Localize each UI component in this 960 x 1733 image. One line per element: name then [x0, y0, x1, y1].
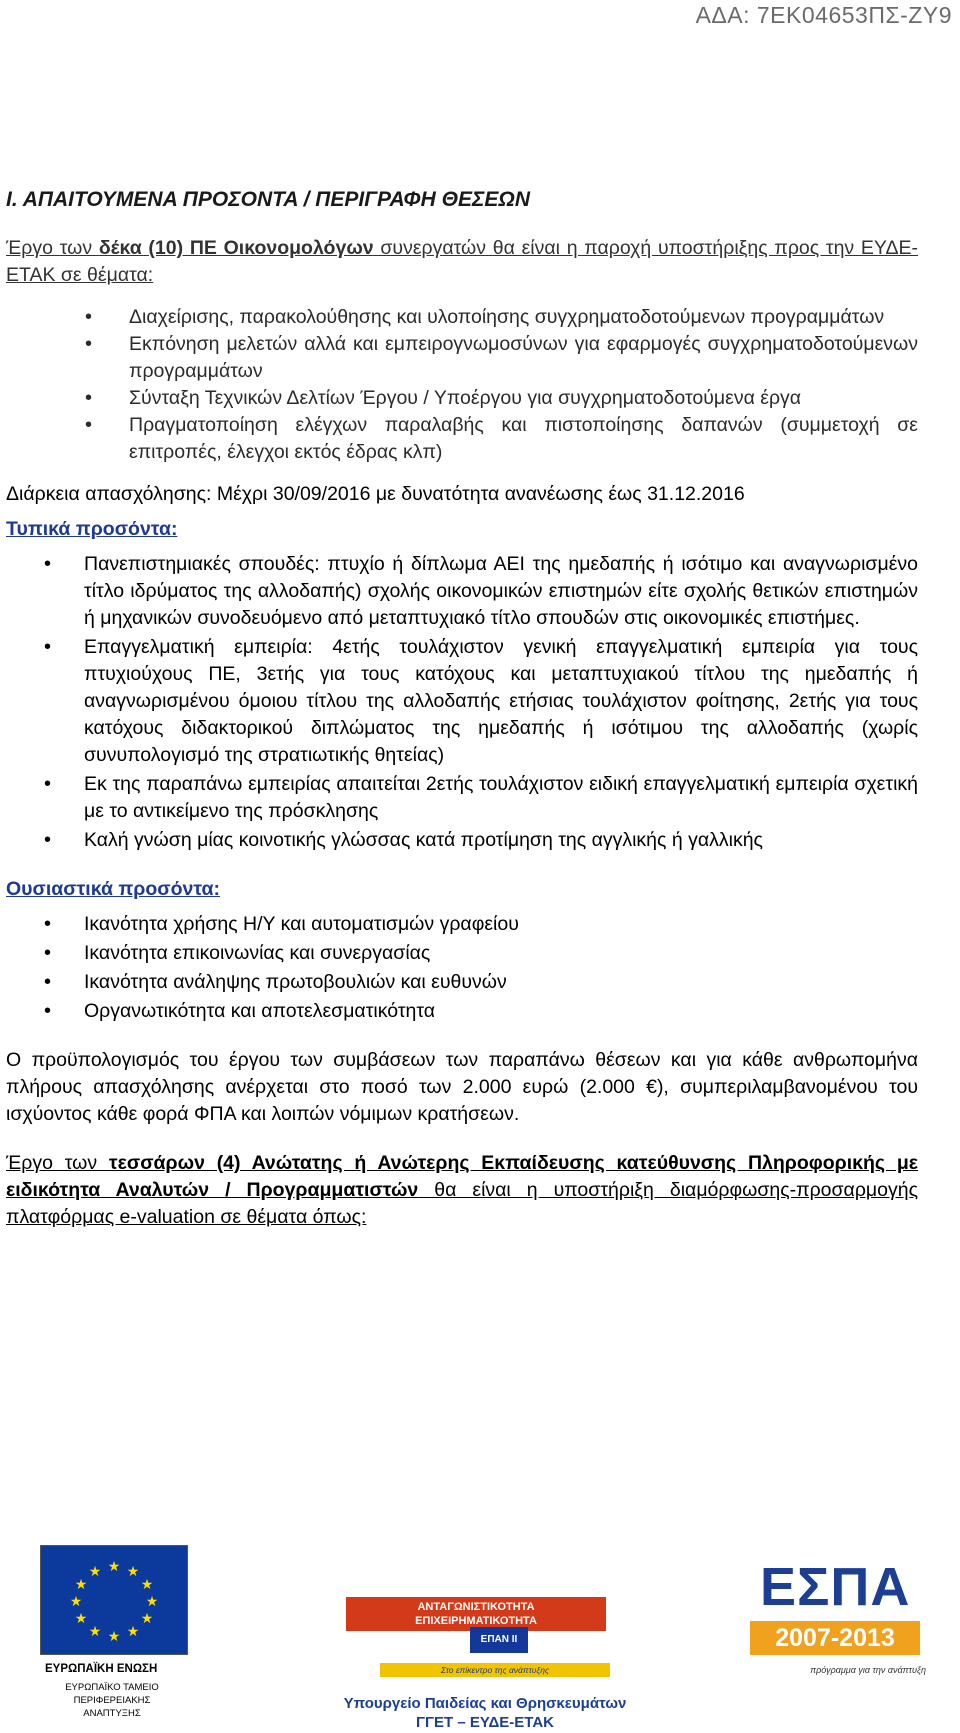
- eu-stars-icon: [41, 1546, 187, 1654]
- espa-wordmark: ΕΣΠΑ: [760, 1557, 911, 1617]
- competitiveness-tagline: Στο επίκεντρο της ανάπτυξης: [380, 1663, 610, 1677]
- eu-fund-text: ΕΥΡΩΠΑΪΚΟ ΤΑΜΕΙΟ ΠΕΡΙΦΕΡΕΙΑΚΗΣ ΑΝΑΠΤΥΞΗΣ: [65, 1682, 159, 1719]
- duration-text: Διάρκεια απασχόλησης: Μέχρι 30/09/2016 με δυνατότητα ανανέωσης έως 31.12.2016: [6, 483, 745, 505]
- eu-name: ΕΥΡΩΠΑΪΚΗ ΕΝΩΣΗ: [45, 1663, 158, 1675]
- svg-text:★: ★: [74, 1611, 88, 1627]
- svg-text:★: ★: [88, 1564, 102, 1580]
- list-item: • Καλή γνώση μίας κοινοτικής γλώσσας κατά προτίμηση της αγγλικής ή γαλλικής: [6, 827, 918, 854]
- svg-text:★: ★: [74, 1577, 88, 1593]
- job1-task-list: [6, 304, 918, 466]
- list-item: • Ικανότητα ανάληψης πρωτοβουλιών και ευθυνών: [6, 969, 918, 996]
- section-title: Ι. ΑΠΑΙΤΟΥΜΕΝΑ ΠΡΟΣΟΝΤΑ / ΠΕΡΙΓΡΑΦΗ ΘΕΣΕΩΝ: [6, 188, 530, 211]
- formal-qualifications-list: [6, 551, 918, 854]
- list-item: • Εκπόνηση μελετών αλλά και εμπειρογνωμοσύνων για εφαρμογές συγχρηματοδοτούμενων προγραμμάτων: [6, 331, 918, 385]
- essential-qualifications-heading: Ουσιαστικά προσόντα:: [6, 878, 220, 900]
- ministry-logo-text: Υπουργείο Παιδείας και Θρησκευμάτων ΓΓΕΤ – ΕΥΔΕ-ΕΤΑΚ: [343, 1695, 627, 1731]
- epan-logo: ΕΠΑΝ ΙΙ: [470, 1627, 528, 1653]
- formal-qualifications-heading: Τυπικά προσόντα:: [6, 518, 178, 540]
- job1-intro: Έργο των δέκα (10) ΠΕ Οικονομολόγων συνεργατών θα είναι η παροχή υποστήριξης προς την ΕΥΔΕ-ΕΤΑΚ σε θέματα:: [6, 237, 918, 286]
- svg-text:★: ★: [69, 1594, 83, 1610]
- svg-text:★: ★: [140, 1611, 154, 1627]
- eu-flag-logo: [40, 1545, 188, 1655]
- espa-tagline: πρόγραμμα για την ανάπτυξη: [810, 1665, 926, 1675]
- list-item: • Πραγματοποίηση ελέγχων παραλαβής και πιστοποίησης δαπανών (συμμετοχή σε επιτροπές, έλεγχοι εκτός έδρας κλπ): [6, 412, 918, 466]
- list-item: • Εκ της παραπάνω εμπειρίας απαιτείται 2ετής τουλάχιστον ειδική επαγγελματική εμπειρία σχετική με το αντικείμενο της πρόσκλησης: [6, 771, 918, 825]
- list-item: • Πανεπιστημιακές σπουδές: πτυχίο ή δίπλωμα ΑΕΙ της ημεδαπής ή ισότιμο και αναγνωρισμένο τίτλο ιδρύματος της αλλοδαπής) σχολής οικονομικών επιστημών είτε σχολής θετικών επιστημών ή μηχανικών συνοδευόμενο από μεταπτυχιακό τίτλο σπουδών στις οικονομικές επιστήμες.: [6, 551, 918, 632]
- svg-text:★: ★: [107, 1629, 121, 1645]
- svg-text:★: ★: [88, 1624, 102, 1640]
- competitiveness-logo: ΑΝΤΑΓΩΝΙΣΤΙΚΟΤΗΤΑ ΕΠΙΧΕΙΡΗΜΑΤΙΚΟΤΗΤΑ: [346, 1597, 606, 1631]
- list-item: • Ικανότητα χρήσης Η/Υ και αυτοματισμών γραφείου: [6, 911, 918, 938]
- ada-code: ΑΔΑ: 7ΕΚ04653ΠΣ-ΖΥ9: [695, 2, 952, 28]
- list-item: • Οργανωτικότητα και αποτελεσματικότητα: [6, 998, 918, 1025]
- budget-text: Ο προϋπολογισμός του έργου των συμβάσεων των παραπάνω θέσεων και για κάθε ανθρωπομήνα πλήρους απασχόλησης ανέρχεται στο ποσό των 2.000 ευρώ (2.000 €), συμπεριλαμβανομένου του ισχύοντος κάθε φορά ΦΠΑ και λοιπών νόμιμων κρατήσεων.: [6, 1049, 918, 1125]
- svg-text:★: ★: [126, 1564, 140, 1580]
- list-item: • Σύνταξη Τεχνικών Δελτίων Έργου / Υποέργου για συγχρηματοδοτούμενα έργα: [6, 385, 918, 412]
- svg-text:★: ★: [140, 1577, 154, 1593]
- document-body: [6, 186, 918, 1231]
- list-item: • Επαγγελματική εμπειρία: 4ετής τουλάχιστον γενική επαγγελματική εμπειρία για τους πτυχιούχους ΠΕ, 3ετής για τους κατόχους και μεταπτυχιακού τίτλου της ημεδαπής ή αναγνωρισμένου όμοιου τίτλου της αλλοδαπής ετήσιας τουλάχιστον φοίτησης, 2ετής για τους κατόχους διδακτορικού διπλώματος της ημεδαπής ή ισότιμου της αλλοδαπής (χωρίς συνυπολογισμό της στρατιωτικής θητείας): [6, 634, 918, 769]
- svg-text:★: ★: [107, 1559, 121, 1575]
- svg-text:★: ★: [126, 1624, 140, 1640]
- espa-years: 2007-2013: [750, 1621, 920, 1655]
- essential-qualifications-list: [6, 911, 918, 1025]
- job2-intro: Έργο των τεσσάρων (4) Ανώτατης ή Ανώτερης Εκπαίδευσης κατεύθυνσης Πληροφορικής με ειδικότητα Αναλυτών / Προγραμματιστών θα είναι η υποστήριξη διαμόρφωσης-προσαρμογής πλατφόρμας e-valuation σε θέματα όπως:: [6, 1152, 919, 1228]
- svg-text:★: ★: [145, 1594, 159, 1610]
- funding-logos-strip: [0, 1535, 960, 1733]
- espa-logo: [740, 1551, 930, 1683]
- list-item: • Ικανότητα επικοινωνίας και συνεργασίας: [6, 940, 918, 967]
- list-item: • Διαχείρισης, παρακολούθησης και υλοποίησης συγχρηματοδοτούμενων προγραμμάτων: [6, 304, 918, 331]
